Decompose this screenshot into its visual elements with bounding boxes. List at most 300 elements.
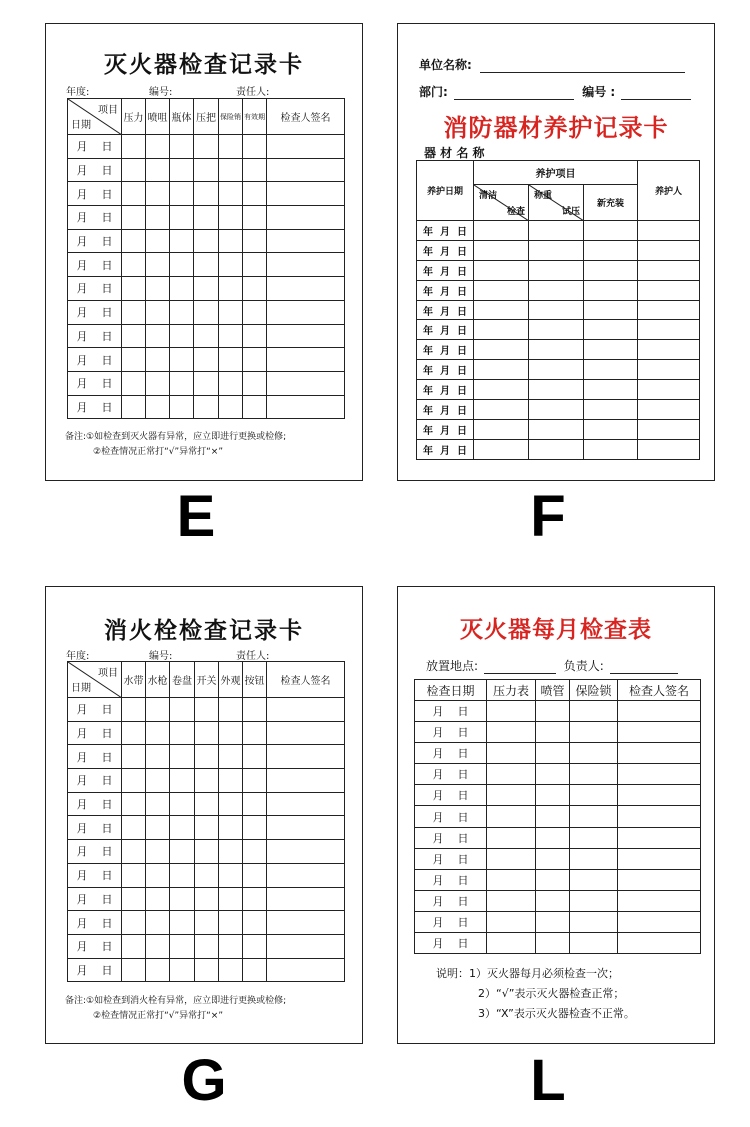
table-cell xyxy=(267,769,345,793)
table-cell xyxy=(170,887,195,911)
card-e-person-label: 责任人: xyxy=(236,87,270,98)
row-date-label: 年 月 日 xyxy=(417,300,474,320)
table-row xyxy=(415,806,701,827)
table-cell xyxy=(570,785,618,806)
table-cell xyxy=(146,887,170,911)
table-cell xyxy=(146,395,170,419)
table-cell xyxy=(170,745,195,769)
table-cell xyxy=(194,277,219,301)
table-cell xyxy=(170,300,194,324)
card-f-unit-line xyxy=(480,62,685,73)
table-cell xyxy=(618,890,701,911)
table-cell xyxy=(584,280,638,300)
row-date-label: 月 日 xyxy=(68,324,122,348)
table-cell xyxy=(267,158,345,182)
table-cell xyxy=(618,911,701,932)
table-cell xyxy=(570,743,618,764)
table-cell xyxy=(570,890,618,911)
table-cell xyxy=(536,890,570,911)
table-cell xyxy=(146,348,170,372)
card-f-dept-line xyxy=(454,89,574,100)
card-e-col-header: 保险销 xyxy=(219,99,243,135)
table-cell xyxy=(122,300,146,324)
table-cell xyxy=(195,792,219,816)
table-cell xyxy=(243,253,267,277)
row-date-label: 月 日 xyxy=(415,848,487,869)
table-cell xyxy=(474,360,529,380)
table-cell xyxy=(219,395,243,419)
table-cell xyxy=(243,745,267,769)
table-cell xyxy=(474,320,529,340)
table-cell xyxy=(638,380,700,400)
table-cell xyxy=(618,743,701,764)
card-g-corner-bottom: 日期 xyxy=(71,683,91,694)
row-date-label: 年 月 日 xyxy=(417,221,474,241)
row-date-label: 月 日 xyxy=(415,890,487,911)
card-l-note-3: 3）“X”表示灭火器检查不正常。 xyxy=(478,1007,635,1020)
table-cell xyxy=(122,816,146,840)
table-cell xyxy=(570,933,618,954)
card-g-year-label: 年度: xyxy=(66,651,90,662)
row-date-label: 月 日 xyxy=(415,933,487,954)
table-cell xyxy=(146,745,170,769)
table-cell xyxy=(122,958,146,982)
table-cell xyxy=(267,721,345,745)
table-cell xyxy=(170,934,195,958)
table-cell xyxy=(122,182,146,206)
table-cell xyxy=(194,395,219,419)
table-cell xyxy=(243,206,267,230)
row-date-label: 月 日 xyxy=(68,300,122,324)
table-cell xyxy=(529,340,584,360)
table-cell xyxy=(170,395,194,419)
row-date-label: 年 月 日 xyxy=(417,400,474,420)
row-date-label: 月 日 xyxy=(68,229,122,253)
row-date-label: 月 日 xyxy=(415,785,487,806)
table-cell xyxy=(536,806,570,827)
table-cell xyxy=(243,229,267,253)
table-cell xyxy=(194,135,219,159)
card-f-weigh-top: 称重 xyxy=(534,191,553,201)
table-cell xyxy=(529,320,584,340)
table-cell xyxy=(194,206,219,230)
table-row xyxy=(417,221,700,241)
row-date-label: 月 日 xyxy=(68,745,122,769)
row-date-label: 月 日 xyxy=(68,958,122,982)
table-cell xyxy=(267,958,345,982)
card-g-col-header: 水枪 xyxy=(146,662,170,698)
table-cell xyxy=(170,698,195,722)
table-row xyxy=(415,911,701,932)
card-g-col-header: 检查人签名 xyxy=(267,662,345,698)
table-cell xyxy=(146,206,170,230)
row-date-label: 月 日 xyxy=(68,253,122,277)
row-date-label: 月 日 xyxy=(68,206,122,230)
table-cell xyxy=(194,158,219,182)
card-l-col-header: 保险锁 xyxy=(570,680,618,701)
table-cell xyxy=(219,253,243,277)
table-row xyxy=(68,840,345,864)
table-row xyxy=(68,206,345,230)
table-cell xyxy=(267,395,345,419)
table-cell xyxy=(584,240,638,260)
table-cell xyxy=(267,840,345,864)
table-cell xyxy=(146,863,170,887)
table-cell xyxy=(195,721,219,745)
card-e-rows xyxy=(68,135,345,419)
table-cell xyxy=(474,400,529,420)
table-cell xyxy=(618,848,701,869)
table-cell xyxy=(146,721,170,745)
card-l-note-1: 说明：1）灭火器每月必须检查一次； xyxy=(436,967,619,980)
table-cell xyxy=(170,277,194,301)
table-row xyxy=(68,745,345,769)
table-cell xyxy=(170,840,195,864)
table-cell xyxy=(219,911,243,935)
table-cell xyxy=(122,863,146,887)
table-cell xyxy=(243,721,267,745)
table-cell xyxy=(146,698,170,722)
table-cell xyxy=(243,135,267,159)
table-cell xyxy=(146,135,170,159)
table-row xyxy=(68,158,345,182)
table-cell xyxy=(195,698,219,722)
card-f-weigh-bottom: 试压 xyxy=(561,207,580,217)
table-cell xyxy=(243,840,267,864)
table-cell xyxy=(267,206,345,230)
table-cell xyxy=(219,348,243,372)
table-cell xyxy=(570,722,618,743)
card-f-number-line xyxy=(621,89,691,100)
card-f-dept-row xyxy=(419,83,691,100)
table-cell xyxy=(122,934,146,958)
table-cell xyxy=(570,764,618,785)
table-cell xyxy=(170,816,195,840)
table-cell xyxy=(194,348,219,372)
table-cell xyxy=(474,260,529,280)
card-f-dept-text: 部门: xyxy=(419,85,448,99)
table-row xyxy=(68,253,345,277)
table-cell xyxy=(638,240,700,260)
table-cell xyxy=(146,840,170,864)
table-cell xyxy=(584,340,638,360)
table-row xyxy=(68,934,345,958)
table-cell xyxy=(638,400,700,420)
card-e-col-header: 压力 xyxy=(122,99,146,135)
table-cell xyxy=(267,745,345,769)
table-cell xyxy=(170,229,194,253)
row-date-label: 月 日 xyxy=(68,840,122,864)
table-row xyxy=(68,816,345,840)
table-cell xyxy=(122,206,146,230)
row-date-label: 月 日 xyxy=(68,792,122,816)
table-cell xyxy=(170,348,194,372)
card-l-person-text: 负责人: xyxy=(563,659,604,673)
card-g-number-label: 编号: xyxy=(149,651,173,662)
card-f-date-header: 养护日期 xyxy=(417,161,474,221)
card-f-refill-header: 新充装 xyxy=(584,185,638,221)
row-date-label: 月 日 xyxy=(68,721,122,745)
table-cell xyxy=(243,911,267,935)
table-cell xyxy=(194,324,219,348)
table-cell xyxy=(146,182,170,206)
row-date-label: 月 日 xyxy=(415,764,487,785)
row-date-label: 月 日 xyxy=(415,806,487,827)
row-date-label: 年 月 日 xyxy=(417,439,474,459)
table-cell xyxy=(146,371,170,395)
card-f-equipment-label: 器 材 名 称 xyxy=(424,146,485,160)
table-cell xyxy=(487,764,536,785)
table-row xyxy=(417,240,700,260)
table-cell xyxy=(243,887,267,911)
table-cell xyxy=(487,785,536,806)
table-cell xyxy=(267,371,345,395)
table-cell xyxy=(122,792,146,816)
table-cell xyxy=(267,182,345,206)
table-cell xyxy=(529,439,584,459)
row-date-label: 月 日 xyxy=(68,698,122,722)
table-cell xyxy=(219,371,243,395)
table-row xyxy=(417,439,700,459)
table-cell xyxy=(122,395,146,419)
card-g-col-header: 开关 xyxy=(195,662,219,698)
table-cell xyxy=(638,300,700,320)
row-date-label: 月 日 xyxy=(68,371,122,395)
table-cell xyxy=(170,863,195,887)
row-date-label: 月 日 xyxy=(68,182,122,206)
table-row xyxy=(417,400,700,420)
table-cell xyxy=(487,869,536,890)
table-cell xyxy=(487,890,536,911)
table-cell xyxy=(474,221,529,241)
table-cell xyxy=(170,324,194,348)
table-cell xyxy=(146,158,170,182)
table-cell xyxy=(638,280,700,300)
table-row xyxy=(68,698,345,722)
table-cell xyxy=(618,827,701,848)
table-row xyxy=(68,792,345,816)
table-row xyxy=(68,371,345,395)
table-cell xyxy=(146,816,170,840)
table-cell xyxy=(219,158,243,182)
card-f-unit-text: 单位名称: xyxy=(419,58,472,72)
table-cell xyxy=(584,439,638,459)
table-cell xyxy=(122,135,146,159)
table-cell xyxy=(122,229,146,253)
table-cell xyxy=(267,229,345,253)
table-cell xyxy=(474,280,529,300)
table-cell xyxy=(638,439,700,459)
table-cell xyxy=(638,419,700,439)
row-date-label: 月 日 xyxy=(68,887,122,911)
table-cell xyxy=(487,701,536,722)
card-e-col-header: 压把 xyxy=(194,99,219,135)
table-cell xyxy=(487,848,536,869)
card-l-place-text: 放置地点: xyxy=(426,659,479,673)
card-e-col-header: 检查人签名 xyxy=(267,99,345,135)
card-g-col-header: 按钮 xyxy=(243,662,267,698)
card-f-letter: F xyxy=(530,484,566,549)
table-cell xyxy=(618,701,701,722)
table-cell xyxy=(618,722,701,743)
table-cell xyxy=(122,253,146,277)
table-cell xyxy=(219,721,243,745)
row-date-label: 月 日 xyxy=(68,348,122,372)
table-cell xyxy=(170,958,195,982)
card-g-title: 消火栓检查记录卡 xyxy=(104,618,304,644)
table-cell xyxy=(474,240,529,260)
table-cell xyxy=(267,348,345,372)
card-g-note-2: ②检查情况正常打“√”异常打“×” xyxy=(93,1011,223,1021)
card-f xyxy=(397,23,715,481)
row-date-label: 月 日 xyxy=(68,863,122,887)
table-cell xyxy=(474,340,529,360)
table-cell xyxy=(474,419,529,439)
card-l-col-header: 喷管 xyxy=(536,680,570,701)
card-g-note-1: 备注:①如检查到消火栓有异常，应立即进行更换或检修; xyxy=(65,996,287,1006)
table-cell xyxy=(219,863,243,887)
row-date-label: 月 日 xyxy=(68,934,122,958)
table-cell xyxy=(219,887,243,911)
table-cell xyxy=(243,698,267,722)
card-f-table xyxy=(416,160,700,460)
table-cell xyxy=(122,745,146,769)
table-cell xyxy=(146,229,170,253)
table-cell xyxy=(195,934,219,958)
table-row xyxy=(68,958,345,982)
table-cell xyxy=(219,324,243,348)
table-cell xyxy=(243,371,267,395)
table-cell xyxy=(267,863,345,887)
table-cell xyxy=(638,340,700,360)
card-e xyxy=(45,23,363,481)
table-cell xyxy=(474,439,529,459)
card-l-table xyxy=(414,679,701,954)
table-cell xyxy=(219,745,243,769)
table-row xyxy=(417,280,700,300)
table-cell xyxy=(267,300,345,324)
table-cell xyxy=(570,869,618,890)
table-cell xyxy=(536,933,570,954)
table-cell xyxy=(243,769,267,793)
table-cell xyxy=(267,253,345,277)
card-e-corner-cell xyxy=(68,99,122,135)
table-cell xyxy=(267,887,345,911)
card-f-group-header: 养护项目 xyxy=(474,161,638,185)
table-row xyxy=(417,340,700,360)
row-date-label: 年 月 日 xyxy=(417,380,474,400)
table-cell xyxy=(146,958,170,982)
row-date-label: 年 月 日 xyxy=(417,360,474,380)
table-cell xyxy=(146,792,170,816)
table-cell xyxy=(584,260,638,280)
table-cell xyxy=(267,816,345,840)
table-cell xyxy=(618,764,701,785)
table-cell xyxy=(584,419,638,439)
table-cell xyxy=(536,701,570,722)
table-cell xyxy=(219,206,243,230)
row-date-label: 月 日 xyxy=(68,277,122,301)
row-date-label: 月 日 xyxy=(68,395,122,419)
table-cell xyxy=(243,158,267,182)
card-l-col-header: 压力表 xyxy=(487,680,536,701)
card-f-rows xyxy=(417,221,700,460)
table-row xyxy=(68,277,345,301)
table-cell xyxy=(267,698,345,722)
card-g-person-label: 责任人: xyxy=(236,651,270,662)
table-cell xyxy=(243,348,267,372)
table-cell xyxy=(170,371,194,395)
table-cell xyxy=(122,371,146,395)
table-cell xyxy=(529,360,584,380)
table-cell xyxy=(570,911,618,932)
row-date-label: 月 日 xyxy=(68,816,122,840)
table-cell xyxy=(487,743,536,764)
table-cell xyxy=(474,300,529,320)
card-f-person-header: 养护人 xyxy=(638,161,700,221)
table-cell xyxy=(219,958,243,982)
card-g-col-header: 水带 xyxy=(122,662,146,698)
table-cell xyxy=(618,869,701,890)
table-cell xyxy=(267,135,345,159)
row-date-label: 月 日 xyxy=(415,701,487,722)
table-cell xyxy=(219,840,243,864)
table-cell xyxy=(570,701,618,722)
row-date-label: 年 月 日 xyxy=(417,280,474,300)
row-date-label: 月 日 xyxy=(68,911,122,935)
row-date-label: 月 日 xyxy=(68,769,122,793)
table-cell xyxy=(243,792,267,816)
table-row xyxy=(415,701,701,722)
table-cell xyxy=(219,816,243,840)
table-cell xyxy=(219,769,243,793)
card-g-corner-top: 项目 xyxy=(98,668,118,679)
table-cell xyxy=(219,934,243,958)
row-date-label: 年 月 日 xyxy=(417,320,474,340)
table-cell xyxy=(170,721,195,745)
card-e-letter: E xyxy=(176,484,216,549)
card-e-col-header: 瓶体 xyxy=(170,99,194,135)
table-cell xyxy=(170,253,194,277)
card-l-place-line xyxy=(484,663,556,674)
card-l-person-line xyxy=(610,663,678,674)
table-cell xyxy=(536,911,570,932)
card-g-corner-cell xyxy=(68,662,122,698)
card-g xyxy=(45,586,363,1044)
table-row xyxy=(68,863,345,887)
table-cell xyxy=(122,840,146,864)
table-cell xyxy=(219,277,243,301)
table-cell xyxy=(536,848,570,869)
table-cell xyxy=(170,135,194,159)
row-date-label: 月 日 xyxy=(415,869,487,890)
table-cell xyxy=(122,324,146,348)
table-cell xyxy=(122,158,146,182)
table-cell xyxy=(536,869,570,890)
table-cell xyxy=(638,260,700,280)
table-cell xyxy=(487,911,536,932)
card-g-table xyxy=(67,661,345,982)
table-row xyxy=(68,395,345,419)
table-cell xyxy=(584,400,638,420)
table-row xyxy=(417,300,700,320)
table-cell xyxy=(195,769,219,793)
table-cell xyxy=(195,745,219,769)
table-cell xyxy=(570,827,618,848)
table-row xyxy=(68,229,345,253)
card-e-col-header: 有效期 xyxy=(243,99,267,135)
table-cell xyxy=(146,277,170,301)
